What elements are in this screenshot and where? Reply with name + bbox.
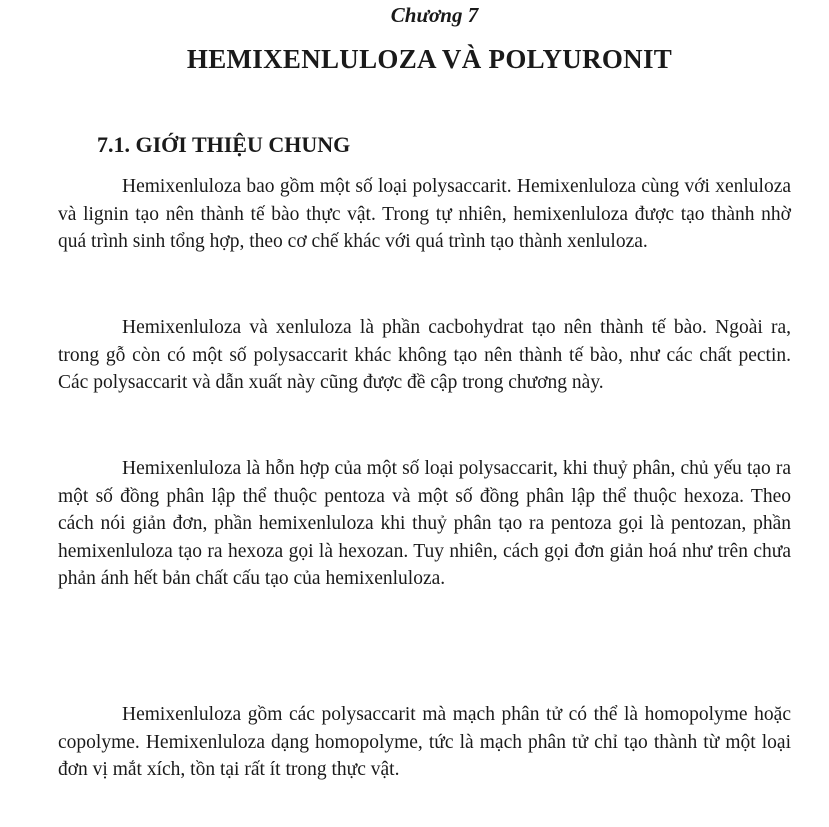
chapter-label: Chương 7 [390,3,479,27]
section-heading: 7.1. GIỚI THIỆU CHUNG [97,132,351,157]
paragraph-carbohydrate: Hemixenluloza và xenluloza là phần cacbohydrat tạo nên thành tế bào. Ngoài ra, trong gỗ còn có một số polysaccarit khác không tạo nên thành tế bào, như các chất pectin. Các polysaccarit và dẫn xuất này cũng được đề cập trong chương này. [58,317,791,393]
paragraph-hydrolysis: Hemixenluloza là hỗn hợp của một số loại polysaccarit, khi thuỷ phân, chủ yếu tạo ra một số đồng phân lập thể thuộc pentoza và một số đồng phân lập thể thuộc hexoza. Theo cách nói giản đơn, phần hemixenluloza khi thuỷ phân tạo ra pentoza gọi là pentozan, phần hemixenluloza tạo ra hexoza gọi là hexozan. Tuy nhiên, cách gọi đơn giản hoá như trên chưa phản ánh hết bản chất cấu tạo của hemixenluloza. [58,458,791,589]
chapter-title: HEMIXENLULOZA VÀ POLYURONIT [186,44,673,74]
paragraph-homopolymer: Hemixenluloza gồm các polysaccarit mà mạch phân tử có thể là homopolyme hoặc copolyme. Hemixenluloza dạng homopolyme, tức là mạch phân tử chỉ tạo thành từ một loại đơn vị mắt xích, tồn tại rất ít trong thực vật. [58,704,791,780]
paragraph-intro: Hemixenluloza bao gồm một số loại polysaccarit. Hemixenluloza cùng với xenluloza và lignin tạo nên thành tế bào thực vật. Trong tự nhiên, hemixenluloza được tạo thành nhờ quá trình sinh tổng hợp, theo cơ chế khác với quá trình tạo thành xenluloza. [58,176,791,252]
